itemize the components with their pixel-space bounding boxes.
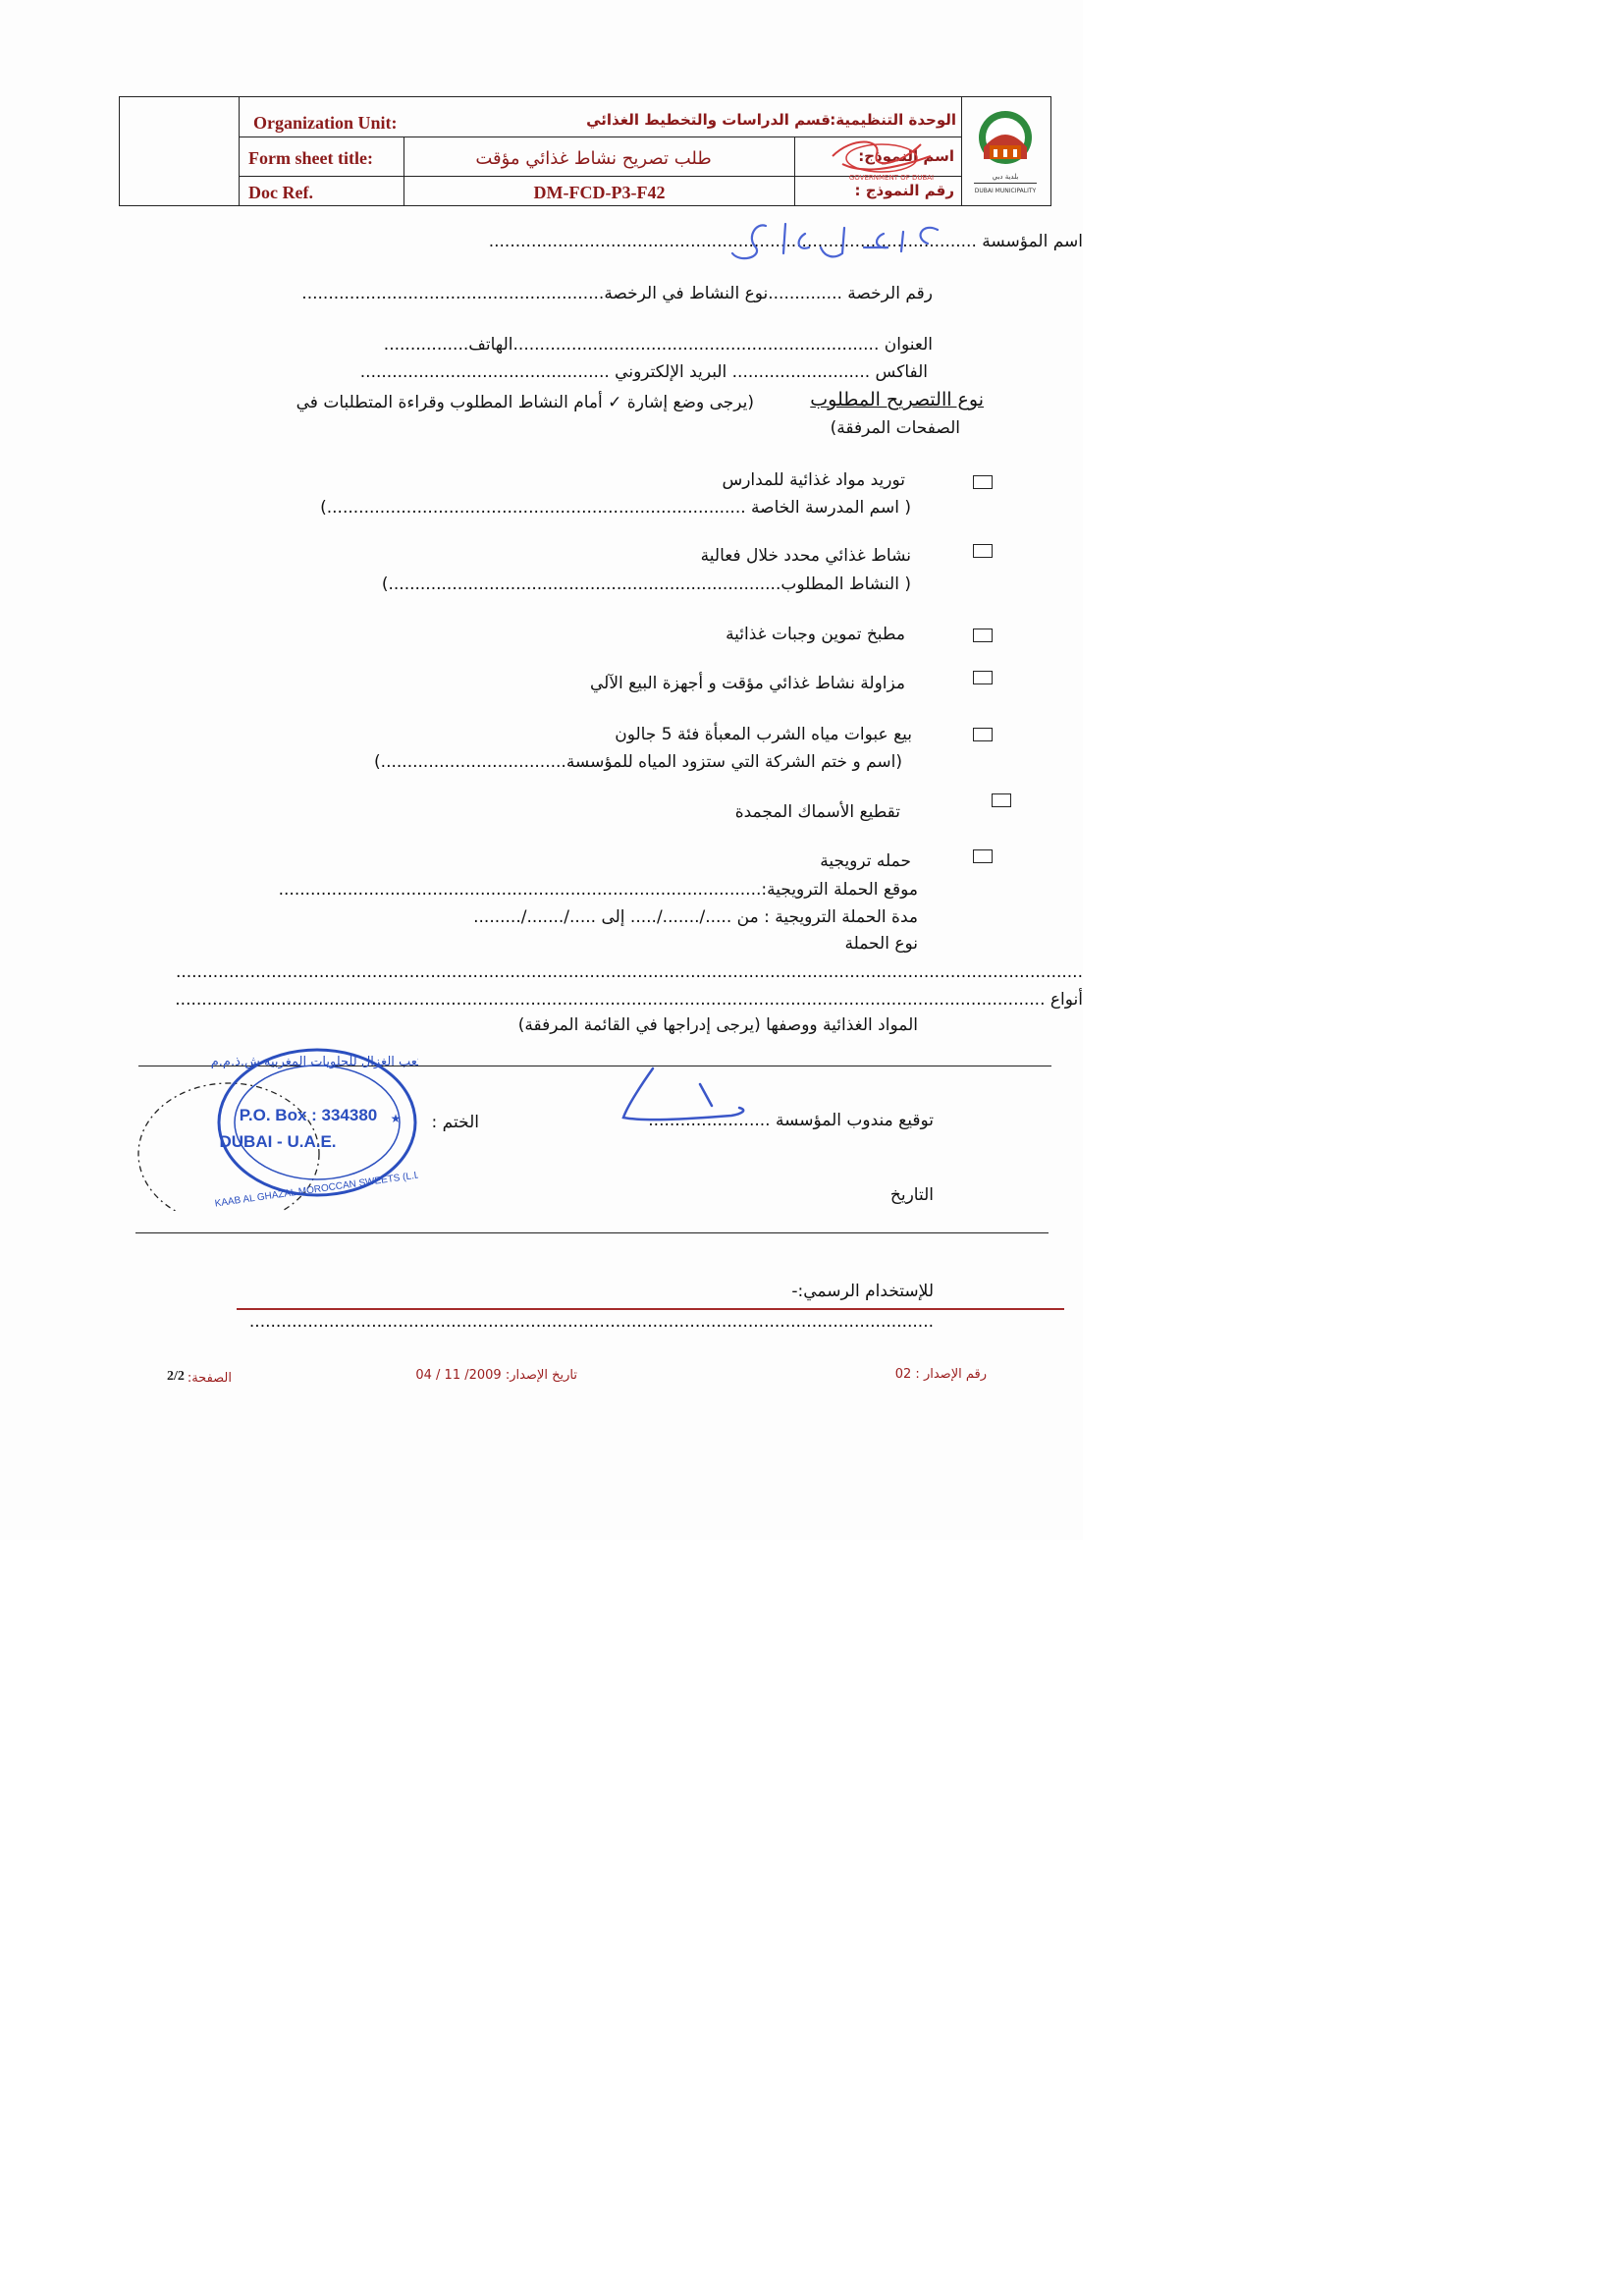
option-event-activity-checkbox[interactable] [973, 544, 993, 558]
official-use-dots: ................................................................................................................................. [248, 1312, 934, 1332]
option-event-activity-label: نشاط غذائي محدد خلال فعالية [700, 546, 911, 566]
fax-email-field: الفاكس .......................... البريد الإلكتروني ............................................... [359, 362, 928, 382]
campaign-type-label: نوع الحملة [844, 934, 918, 954]
stamp-star-icon: ★ [390, 1112, 402, 1125]
option-temporary-vending-label: مزاولة نشاط غذائي مؤقت و أجهزة البيع الآلي [589, 674, 905, 693]
dubai-municipality-logo [966, 102, 1045, 198]
option-temporary-vending-checkbox[interactable] [973, 671, 993, 684]
option-school-supply-label: توريد مواد غذائية للمدارس [722, 470, 905, 490]
campaign-duration-field: مدة الحملة الترويجية : من ...../......./..... إلى ...../......./......... [473, 907, 918, 927]
permit-type-instruction-2: الصفحات المرفقة) [830, 418, 960, 438]
official-use-label: للإستخدام الرسمي:- [791, 1282, 934, 1301]
campaign-location-field: موقع الحملة الترويجية:........................................................................................... [278, 880, 918, 900]
option-frozen-fish-checkbox[interactable] [992, 793, 1011, 807]
form-title-value-ar: طلب تصريح نشاط غذائي مؤقت [475, 148, 712, 169]
option-frozen-fish-label: تقطيع الأسماك المجمدة [734, 802, 900, 822]
stamp-bottom-text: KAAB AL GHAZAL MOROCCAN SWEETS (L.L.C) [214, 1168, 418, 1210]
form-title-label-ar: اسم النموذج: [858, 147, 954, 165]
section-divider-bottom [135, 1232, 1049, 1233]
rep-signature-handwriting [614, 1063, 756, 1139]
option-promo-campaign-checkbox[interactable] [973, 849, 993, 863]
establishment-name-handwriting [726, 218, 957, 272]
org-unit-label-en: Organization Unit: [253, 113, 398, 133]
logo-caption-ar: بلدية دبي [992, 173, 1019, 181]
footer-page-number: 2/2 [167, 1369, 185, 1384]
option-water-bottles-label: بيع عبوات مياه الشرب المعبأة فئة 5 جالون [615, 725, 912, 744]
org-unit-value-ar: قسم الدراسات والتخطيط الغذائي [586, 111, 831, 129]
stamp-top-text: كعب الغزال للحلويات المغربية ش.ذ.م.م [210, 1055, 418, 1069]
campaign-types-field: أنواع .................................................................................................................................................................... [175, 990, 1083, 1010]
campaign-type-dots: ........................................................................................................................................................................... [175, 962, 1083, 982]
stamp-city: DUBAI - U.A.E. [219, 1132, 337, 1151]
form-page [0, 0, 1083, 1540]
logo-caption-en: DUBAI MUNICIPALITY [974, 188, 1037, 194]
license-activity-field: رقم الرخصة ..............نوع النشاط في الرخصة......................................................... [301, 284, 933, 303]
option-event-activity-detail: ( النشاط المطلوب..........................................................................) [381, 574, 911, 594]
option-catering-kitchen-checkbox[interactable] [973, 629, 993, 642]
food-items-field: المواد الغذائية ووصفها (يرجى إدراجها في القائمة المرفقة) [517, 1015, 918, 1035]
form-title-label-en: Form sheet title: [248, 148, 373, 168]
stamp-po-box: P.O. Box : 334380 [239, 1106, 378, 1124]
footer-version: رقم الإصدار : 02 [894, 1367, 987, 1382]
option-water-bottles-checkbox[interactable] [973, 728, 993, 741]
option-promo-campaign-label: حمله ترويجية [820, 851, 911, 871]
date-label: التاريخ [889, 1185, 934, 1205]
seal-label: الختم : [431, 1113, 479, 1132]
footer-page-label: الصفحة: [187, 1371, 232, 1386]
footer-issue-date: تاريخ الإصدار: 2009/ 11 / 04 [415, 1368, 577, 1383]
option-school-supply-detail: ( اسم المدرسة الخاصة ...............................................................................) [320, 498, 911, 518]
doc-ref-label-ar: رقم النموذج : [854, 182, 954, 199]
rep-signature-field: توقيع مندوب المؤسسة ....................... [648, 1111, 934, 1130]
permit-type-heading: نوع االتصريح المطلوب [810, 389, 984, 410]
company-stamp [135, 1044, 418, 1211]
option-catering-kitchen-label: مطبخ تموين وجبات غذائية [726, 625, 905, 644]
address-phone-field: العنوان .....................................................................الهاتف................ [383, 335, 933, 355]
permit-type-instruction-1: (يرجى وضع إشارة ✓ أمام النشاط المطلوب وقراءة المتطلبات في [296, 393, 754, 412]
option-water-bottles-detail: (اسم و ختم الشركة التي ستزود المياه للمؤسسة...................................) [374, 752, 902, 772]
doc-ref-label-en: Doc Ref. [248, 183, 313, 202]
red-stamp-text: GOVERNMENT OF DUBAI [848, 174, 935, 182]
official-use-red-line [237, 1308, 1064, 1310]
government-red-stamp [823, 135, 955, 186]
establishment-name-field: اسم المؤسسة ............................................................................................ [488, 232, 1083, 251]
option-school-supply-checkbox[interactable] [973, 475, 993, 489]
org-unit-label-ar: الوحدة التنظيمية: [830, 111, 956, 129]
doc-ref-value: DM-FCD-P3-F42 [533, 183, 666, 202]
